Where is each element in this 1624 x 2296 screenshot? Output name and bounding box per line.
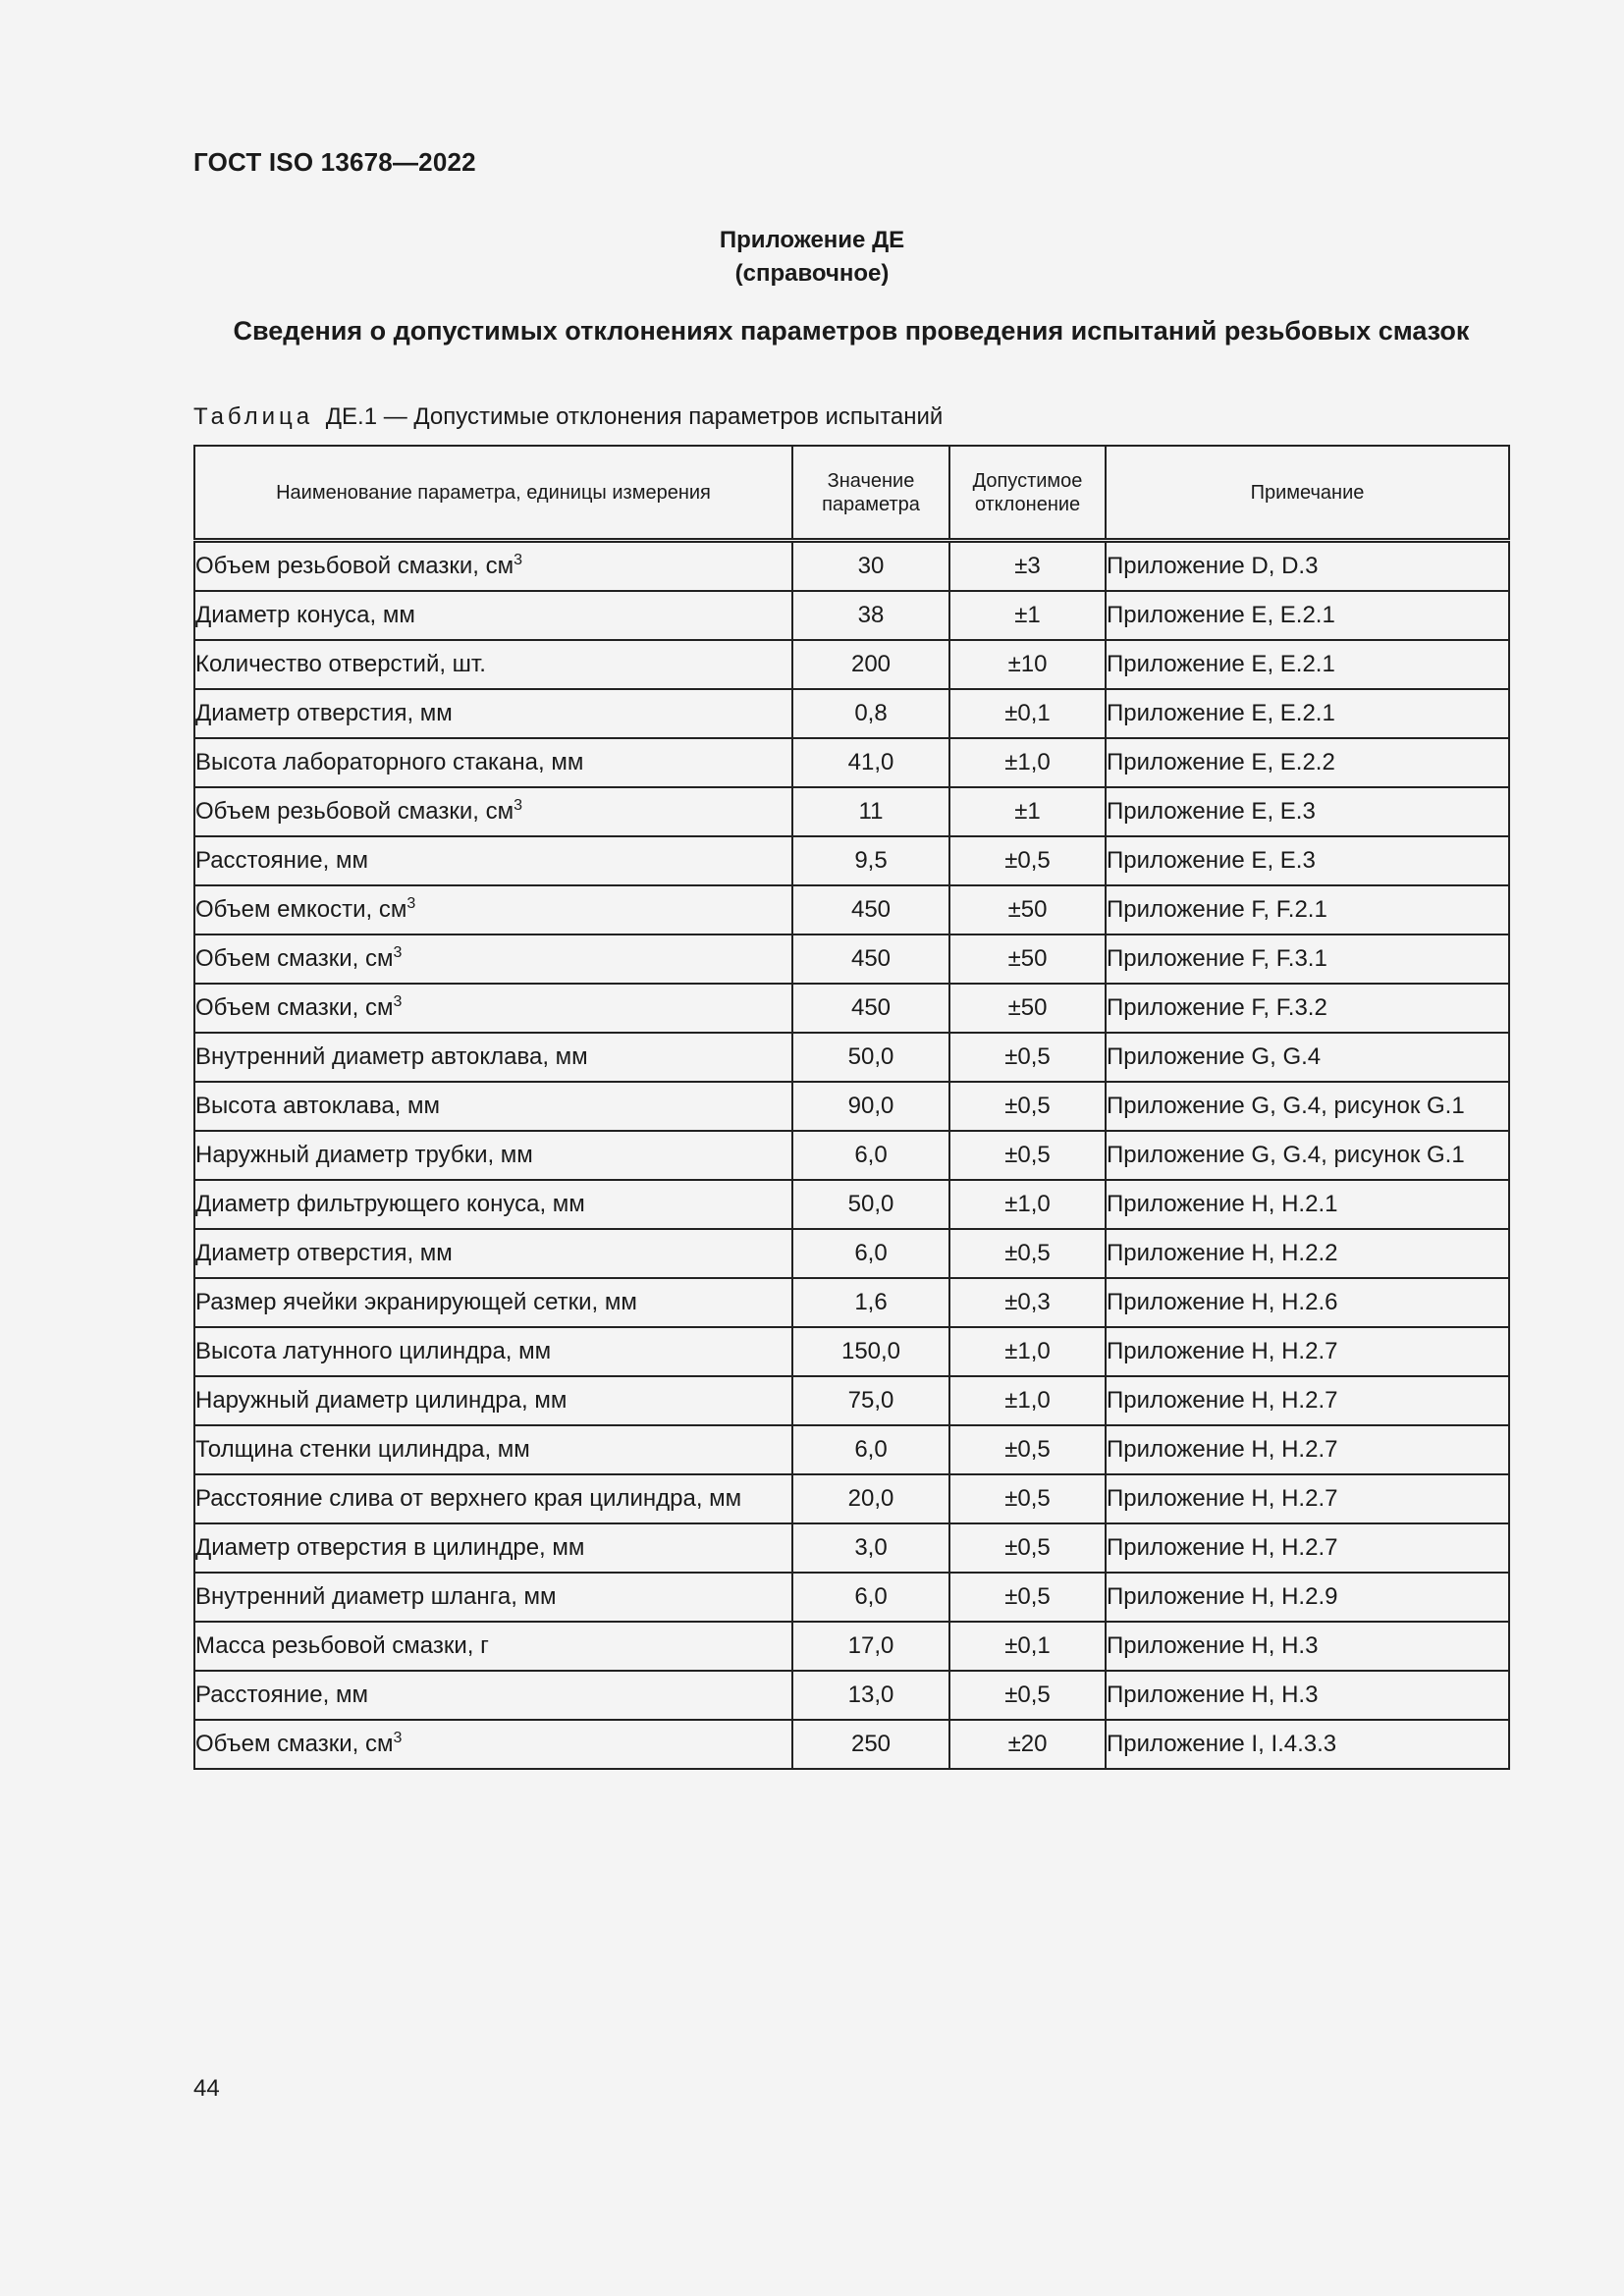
cell-note: Приложение H, H.3 <box>1106 1671 1509 1720</box>
table-row <box>194 1523 1509 1573</box>
parameter-name-text: Высота лабораторного стакана, мм <box>195 749 584 775</box>
parameter-name-text: Диаметр отверстия в цилиндре, мм <box>195 1534 585 1561</box>
table-row <box>194 1327 1509 1376</box>
parameter-name-text: Объем смазки, см <box>195 994 394 1021</box>
unit-exponent: 3 <box>406 895 416 912</box>
cell-parameter-name <box>194 1474 792 1523</box>
cell-note: Приложение I, I.4.3.3 <box>1106 1720 1509 1769</box>
unit-exponent: 3 <box>393 944 403 961</box>
unit-exponent: 3 <box>514 797 523 814</box>
cell-parameter-value: 11 <box>792 787 949 836</box>
cell-tolerance: ±0,5 <box>949 1523 1106 1573</box>
cell-parameter-value: 450 <box>792 885 949 934</box>
table-row <box>194 1033 1509 1082</box>
cell-note: Приложение H, H.2.9 <box>1106 1573 1509 1622</box>
column-header-parameter: Наименование параметра, единицы измерения <box>194 446 792 541</box>
cell-note: Приложение E, E.2.1 <box>1106 640 1509 689</box>
cell-parameter-value: 20,0 <box>792 1474 949 1523</box>
parameter-name-text: Диаметр конуса, мм <box>195 602 415 628</box>
parameter-name-text: Толщина стенки цилиндра, мм <box>195 1436 530 1463</box>
cell-parameter-name <box>194 1573 792 1622</box>
table-row <box>194 1082 1509 1131</box>
cell-tolerance: ±1 <box>949 787 1106 836</box>
cell-note: Приложение G, G.4, рисунок G.1 <box>1106 1131 1509 1180</box>
cell-tolerance: ±50 <box>949 885 1106 934</box>
cell-tolerance: ±0,5 <box>949 1474 1106 1523</box>
cell-tolerance: ±0,5 <box>949 1573 1106 1622</box>
cell-tolerance: ±0,5 <box>949 836 1106 885</box>
unit-exponent: 3 <box>514 552 523 568</box>
cell-note: Приложение H, H.2.7 <box>1106 1474 1509 1523</box>
cell-parameter-name <box>194 787 792 836</box>
parameter-name-text: Расстояние, мм <box>195 1682 368 1708</box>
cell-note: Приложение G, G.4, рисунок G.1 <box>1106 1082 1509 1131</box>
cell-tolerance: ±1,0 <box>949 738 1106 787</box>
cell-parameter-name <box>194 1523 792 1573</box>
parameter-name-text: Размер ячейки экранирующей сетки, мм <box>195 1289 637 1315</box>
cell-parameter-value: 41,0 <box>792 738 949 787</box>
table-row <box>194 1573 1509 1622</box>
table-row <box>194 836 1509 885</box>
parameter-name-text: Наружный диаметр трубки, мм <box>195 1142 533 1168</box>
cell-note: Приложение H, H.3 <box>1106 1622 1509 1671</box>
parameter-name-text: Расстояние слива от верхнего края цилиндра, мм <box>195 1485 742 1512</box>
cell-tolerance: ±0,5 <box>949 1033 1106 1082</box>
cell-note: Приложение D, D.3 <box>1106 541 1509 592</box>
cell-note: Приложение E, E.2.1 <box>1106 689 1509 738</box>
cell-parameter-value: 9,5 <box>792 836 949 885</box>
cell-parameter-value: 13,0 <box>792 1671 949 1720</box>
table-row <box>194 1229 1509 1278</box>
cell-parameter-value: 6,0 <box>792 1229 949 1278</box>
cell-parameter-value: 150,0 <box>792 1327 949 1376</box>
cell-parameter-value: 30 <box>792 541 949 592</box>
cell-parameter-name <box>194 1131 792 1180</box>
parameter-name-text: Объем резьбовой смазки, см <box>195 553 514 579</box>
column-header-note: Примечание <box>1106 446 1509 541</box>
table-row <box>194 1425 1509 1474</box>
table-row <box>194 1474 1509 1523</box>
cell-parameter-name <box>194 1082 792 1131</box>
cell-parameter-value: 250 <box>792 1720 949 1769</box>
cell-parameter-name <box>194 1278 792 1327</box>
cell-parameter-name <box>194 1622 792 1671</box>
parameter-name-text: Количество отверстий, шт. <box>195 651 486 677</box>
cell-parameter-name <box>194 1327 792 1376</box>
cell-tolerance: ±0,1 <box>949 689 1106 738</box>
table-header-row <box>194 446 1509 541</box>
table-row <box>194 934 1509 984</box>
cell-parameter-name <box>194 541 792 592</box>
table-row <box>194 1671 1509 1720</box>
cell-parameter-value: 50,0 <box>792 1033 949 1082</box>
table-row <box>194 1720 1509 1769</box>
table-row <box>194 541 1509 592</box>
column-header-value: Значение параметра <box>792 446 949 541</box>
cell-parameter-name <box>194 689 792 738</box>
cell-tolerance: ±10 <box>949 640 1106 689</box>
cell-parameter-value: 6,0 <box>792 1425 949 1474</box>
cell-parameter-name <box>194 640 792 689</box>
appendix-title: Приложение ДЕ <box>719 227 905 253</box>
cell-parameter-name <box>194 591 792 640</box>
cell-tolerance: ±0,5 <box>949 1671 1106 1720</box>
cell-parameter-name <box>194 934 792 984</box>
cell-parameter-name <box>194 836 792 885</box>
parameter-name-text: Масса резьбовой смазки, г <box>195 1632 489 1659</box>
table-caption-label: Таблица <box>193 403 314 430</box>
parameter-name-text: Высота латунного цилиндра, мм <box>195 1338 552 1364</box>
cell-tolerance: ±1,0 <box>949 1327 1106 1376</box>
cell-tolerance: ±0,3 <box>949 1278 1106 1327</box>
parameter-name-text: Наружный диаметр цилиндра, мм <box>195 1387 568 1414</box>
cell-tolerance: ±0,1 <box>949 1622 1106 1671</box>
cell-note: Приложение E, E.2.1 <box>1106 591 1509 640</box>
parameter-name-text: Внутренний диаметр автоклава, мм <box>195 1043 588 1070</box>
cell-tolerance: ±50 <box>949 934 1106 984</box>
cell-parameter-name <box>194 1376 792 1425</box>
cell-parameter-value: 38 <box>792 591 949 640</box>
table-row <box>194 689 1509 738</box>
table-row <box>194 1622 1509 1671</box>
cell-parameter-value: 6,0 <box>792 1573 949 1622</box>
cell-parameter-name <box>194 885 792 934</box>
table-caption <box>193 403 943 431</box>
appendix-header <box>0 224 1624 291</box>
cell-note: Приложение H, H.2.6 <box>1106 1278 1509 1327</box>
cell-parameter-value: 0,8 <box>792 689 949 738</box>
cell-note: Приложение E, E.3 <box>1106 787 1509 836</box>
cell-note: Приложение E, E.2.2 <box>1106 738 1509 787</box>
cell-note: Приложение H, H.2.7 <box>1106 1376 1509 1425</box>
cell-parameter-value: 6,0 <box>792 1131 949 1180</box>
cell-parameter-name <box>194 984 792 1033</box>
cell-tolerance: ±20 <box>949 1720 1106 1769</box>
cell-note: Приложение H, H.2.1 <box>1106 1180 1509 1229</box>
parameter-name-text: Диаметр отверстия, мм <box>195 1240 453 1266</box>
cell-parameter-value: 3,0 <box>792 1523 949 1573</box>
table-row <box>194 640 1509 689</box>
cell-parameter-value: 200 <box>792 640 949 689</box>
cell-parameter-name <box>194 1720 792 1769</box>
document-code: ГОСТ ISO 13678—2022 <box>193 147 476 177</box>
cell-tolerance: ±3 <box>949 541 1106 592</box>
unit-exponent: 3 <box>393 993 403 1010</box>
cell-tolerance: ±1,0 <box>949 1376 1106 1425</box>
cell-tolerance: ±0,5 <box>949 1229 1106 1278</box>
cell-note: Приложение F, F.3.2 <box>1106 984 1509 1033</box>
tolerances-table <box>193 445 1510 1770</box>
cell-note: Приложение H, H.2.7 <box>1106 1523 1509 1573</box>
cell-parameter-name <box>194 1425 792 1474</box>
cell-parameter-value: 90,0 <box>792 1082 949 1131</box>
cell-note: Приложение E, E.3 <box>1106 836 1509 885</box>
cell-parameter-value: 450 <box>792 984 949 1033</box>
cell-note: Приложение F, F.3.1 <box>1106 934 1509 984</box>
cell-parameter-name <box>194 1180 792 1229</box>
parameter-name-text: Объем емкости, см <box>195 896 407 923</box>
cell-tolerance: ±0,5 <box>949 1425 1106 1474</box>
table-row <box>194 591 1509 640</box>
table-row <box>194 885 1509 934</box>
cell-parameter-value: 75,0 <box>792 1376 949 1425</box>
cell-parameter-value: 50,0 <box>792 1180 949 1229</box>
parameter-name-text: Высота автоклава, мм <box>195 1093 441 1119</box>
document-heading: Сведения о допустимых отклонениях параметров проведения испытаний резьбовых смазок <box>233 316 1470 346</box>
table-row <box>194 984 1509 1033</box>
cell-parameter-value: 17,0 <box>792 1622 949 1671</box>
parameter-name-text: Внутренний диаметр шланга, мм <box>195 1583 557 1610</box>
parameter-name-text: Диаметр отверстия, мм <box>195 700 453 726</box>
unit-exponent: 3 <box>393 1730 403 1746</box>
cell-note: Приложение H, H.2.7 <box>1106 1425 1509 1474</box>
cell-tolerance: ±0,5 <box>949 1131 1106 1180</box>
page-number: 44 <box>193 2075 220 2102</box>
table-row <box>194 1278 1509 1327</box>
table-row <box>194 787 1509 836</box>
parameter-name-text: Объем резьбовой смазки, см <box>195 798 514 825</box>
cell-tolerance: ±1,0 <box>949 1180 1106 1229</box>
cell-parameter-value: 1,6 <box>792 1278 949 1327</box>
cell-parameter-value: 450 <box>792 934 949 984</box>
cell-tolerance: ±0,5 <box>949 1082 1106 1131</box>
column-header-tolerance: Допустимое отклонение <box>949 446 1106 541</box>
parameter-name-text: Объем смазки, см <box>195 1731 394 1757</box>
cell-tolerance: ±50 <box>949 984 1106 1033</box>
cell-parameter-name <box>194 738 792 787</box>
parameter-name-text: Расстояние, мм <box>195 847 368 874</box>
cell-tolerance: ±1 <box>949 591 1106 640</box>
appendix-status: (справочное) <box>734 260 890 287</box>
cell-note: Приложение G, G.4 <box>1106 1033 1509 1082</box>
table-caption-text: ДЕ.1 — Допустимые отклонения параметров испытаний <box>325 403 944 430</box>
cell-note: Приложение F, F.2.1 <box>1106 885 1509 934</box>
cell-parameter-name <box>194 1229 792 1278</box>
table-row <box>194 738 1509 787</box>
table-row <box>194 1180 1509 1229</box>
parameter-name-text: Диаметр фильтрующего конуса, мм <box>195 1191 585 1217</box>
cell-parameter-name <box>194 1671 792 1720</box>
cell-note: Приложение H, H.2.2 <box>1106 1229 1509 1278</box>
parameter-name-text: Объем смазки, см <box>195 945 394 972</box>
cell-note: Приложение H, H.2.7 <box>1106 1327 1509 1376</box>
table-row <box>194 1376 1509 1425</box>
table-row <box>194 1131 1509 1180</box>
cell-parameter-name <box>194 1033 792 1082</box>
table-body <box>194 541 1509 1770</box>
